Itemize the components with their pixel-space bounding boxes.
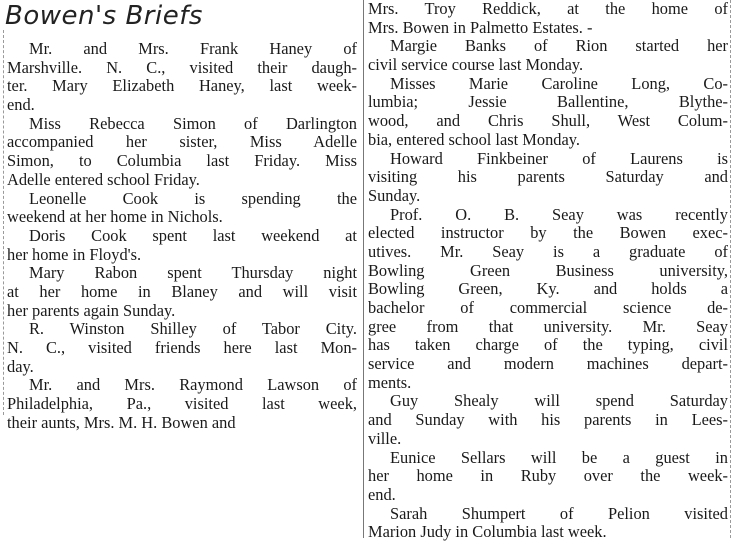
text-line: Guy Shealy will spend Saturday [390,391,728,411]
text-line: R. Winston Shilley of Tabor City. [29,319,357,339]
text-line: ments. [368,372,412,392]
news-item [368,0,728,37]
news-item [7,115,357,190]
text-line: Marion Judy in Columbia last week. [368,522,607,542]
text-line: Prof. O. B. Seay was recently [390,204,728,224]
news-item [368,206,728,393]
text-line: lumbia; Jessie Ballentine, Blythe- [368,92,728,112]
text-line: her home in Floyd's. [7,244,142,264]
news-item [368,150,728,206]
text-line: utives. Mr. Seay is a graduate of [368,241,728,261]
news-item [368,505,728,542]
news-item [368,37,728,74]
text-line: accompanied her sister, Miss Adelle [7,132,357,152]
text-line: her home in Ruby over the week- [368,466,728,486]
text-line: Doris Cook spent last weekend at [29,225,357,245]
news-item [7,40,357,115]
text-line: end. [7,95,35,115]
text-line: end. [368,484,396,504]
text-line: ter. Mary Elizabeth Haney, last week- [7,76,357,96]
text-line: Misses Marie Caroline Long, Co- [390,73,728,93]
news-item [7,320,357,376]
text-line: Margie Banks of Rion started her [390,36,728,56]
right-column [368,0,728,542]
headline: Bowen's Briefs [5,1,203,31]
text-line: Bowling Green Business university, [368,260,728,280]
text-line: Sarah Shumpert of Pelion visited [390,503,728,523]
text-line: Mr. and Mrs. Raymond Lawson of [29,375,357,395]
text-line: bia, entered school last Monday. [368,129,580,149]
text-line: Sunday. [368,185,421,205]
text-line: gree from that university. Mr. Seay [368,316,728,336]
right-column-rule [730,0,732,538]
text-line: Howard Finkbeiner of Laurens is [390,148,728,168]
left-column [7,40,357,432]
text-line: Mrs. Bowen in Palmetto Estates. - [368,17,593,37]
text-line: their aunts, Mrs. M. H. Bowen and [7,412,236,432]
text-line: visiting his parents Saturday and [368,167,728,187]
text-line: Philadelphia, Pa., visited last week, [7,394,357,414]
text-line: Mary Rabon spent Thursday night [29,263,357,283]
text-line: and Sunday with his parents in Lees- [368,410,728,430]
text-line: Leonelle Cook is spending the [29,188,357,208]
text-line: elected instructor by the Bowen exec- [368,223,728,243]
news-item [368,75,728,150]
text-line: Mrs. Troy Reddick, at the home of [368,0,728,18]
text-line: at her home in Blaney and will visit [7,281,357,301]
news-item [7,264,357,320]
text-line: ville. [368,428,402,448]
text-line: Simon, to Columbia last Friday. Miss [7,151,357,171]
news-item [368,449,728,505]
text-line: Miss Rebecca Simon of Darlington [29,113,357,133]
text-line: Mr. and Mrs. Frank Haney of [29,39,357,58]
text-line: Adelle entered school Friday. [7,169,200,189]
news-item [368,392,728,448]
news-item [7,376,357,432]
news-item [7,190,357,227]
text-line: civil service course last Monday. [368,55,584,75]
text-line: Marshville. N. C., visited their daugh- [7,57,357,77]
text-line: service and modern machines depart- [368,354,728,374]
text-line: has taken charge of the typing, civil [368,335,728,355]
column-divider [363,0,364,538]
text-line: bachelor of commercial science de- [368,298,728,317]
text-line: N. C., visited friends here last Mon- [7,338,357,357]
text-line: weekend at her home in Nichols. [7,207,223,227]
text-line: Eunice Sellars will be a guest in [390,447,728,467]
text-line: wood, and Chris Shull, West Colum- [368,111,728,131]
left-column-rule [3,30,5,415]
text-line: her parents again Sunday. [7,300,176,320]
text-line: Bowling Green, Ky. and holds a [368,279,728,299]
news-item [7,227,357,264]
text-line: day. [7,356,34,376]
